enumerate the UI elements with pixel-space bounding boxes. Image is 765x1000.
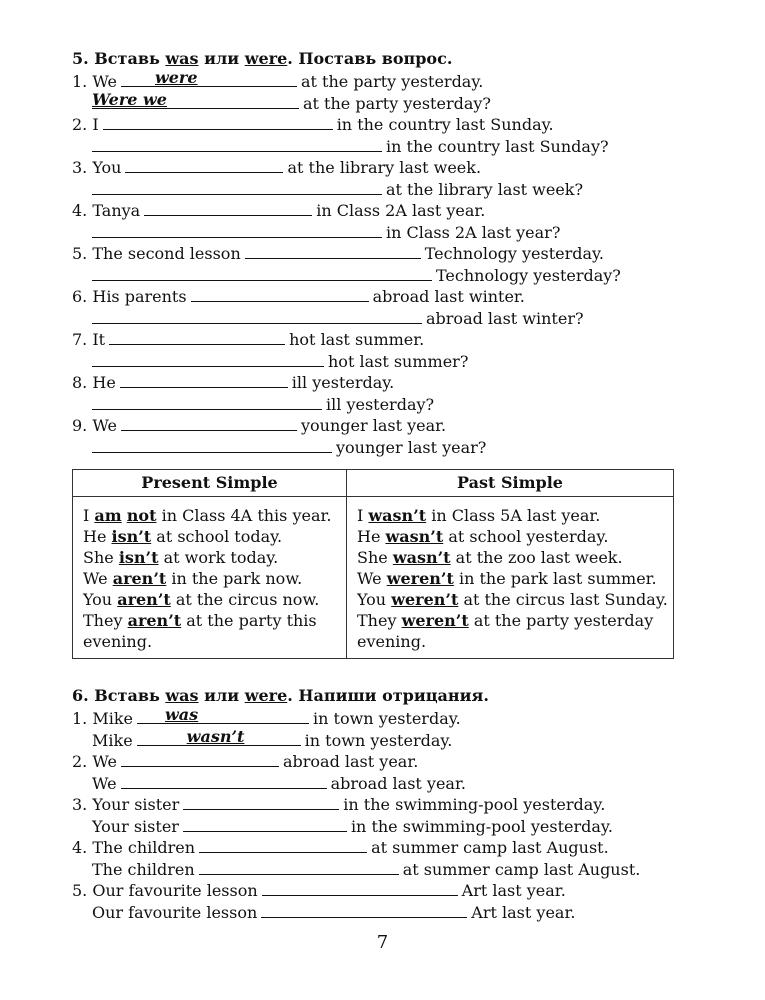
- answer-blank[interactable]: [92, 179, 382, 195]
- answer-blank[interactable]: [92, 222, 382, 238]
- answer-blank[interactable]: [121, 751, 279, 767]
- answer-blank[interactable]: [92, 308, 422, 324]
- exercise-6: [72, 685, 682, 923]
- table-row: She isn’t at work today.: [83, 548, 279, 567]
- answer-blank[interactable]: [125, 157, 283, 173]
- answer-blank[interactable]: [261, 902, 467, 918]
- answer-blank[interactable]: [92, 351, 324, 367]
- ex6-item-3-negative: Your sister in the swimming-pool yesterday.: [92, 816, 613, 836]
- answer-blank[interactable]: [121, 415, 297, 431]
- ex6-item-4-negative: The children at summer camp last August.: [92, 859, 641, 879]
- table-row: They aren’t at the party this: [83, 611, 317, 630]
- ex5-item-5-statement: 5. The second lesson Technology yesterday.: [72, 244, 605, 263]
- answer-blank[interactable]: was: [137, 708, 309, 724]
- exercise-5-heading: 5. Вставь was или were. Поставь вопрос.: [72, 49, 453, 68]
- answer-blank[interactable]: [245, 243, 421, 259]
- table-row: evening.: [83, 632, 153, 651]
- table-row: I wasn’t in Class 5A last year.: [357, 506, 601, 525]
- ex6-item-5-negative: Our favourite lesson Art last year.: [92, 902, 576, 922]
- table-row: She wasn’t at the zoo last week.: [357, 548, 623, 567]
- ex5-item-3-statement: 3. You at the library last week.: [72, 158, 482, 177]
- table-row: We weren’t in the park last summer.: [357, 569, 657, 588]
- answer-blank[interactable]: [183, 816, 347, 832]
- ex6-item-1-affirmative: 1. Mike was in town yesterday.: [72, 705, 461, 728]
- ex5-item-4-question: in Class 2A last year?: [72, 222, 682, 244]
- answer-blank[interactable]: [199, 859, 399, 875]
- present-simple-examples: [73, 497, 347, 658]
- ex6-item-2-affirmative: 2. We abroad last year.: [72, 752, 419, 771]
- ex5-item-6-question: abroad last winter?: [72, 308, 682, 330]
- ex5-item-1-question: Were we at the party yesterday?: [92, 89, 491, 113]
- answer-blank[interactable]: were: [121, 71, 297, 87]
- ex6-item-2-negative: We abroad last year.: [92, 773, 466, 793]
- table-header-past-simple: Past Simple: [347, 470, 673, 497]
- table-row: You aren’t at the circus now.: [83, 590, 320, 609]
- answer-blank[interactable]: [199, 837, 367, 853]
- ex5-item-7-statement: 7. It hot last summer.: [72, 330, 425, 349]
- answer-blank[interactable]: [92, 136, 382, 152]
- answer-blank[interactable]: Were we: [92, 93, 299, 109]
- ex5-item-6-statement: 6. His parents abroad last winter.: [72, 287, 525, 306]
- answer-blank[interactable]: [120, 372, 288, 388]
- table-row: evening.: [357, 632, 427, 651]
- ex5-item-9-statement: 9. We younger last year.: [72, 416, 447, 435]
- ex5-item-8-question: ill yesterday?: [72, 394, 682, 416]
- ex6-item-3-affirmative: 3. Your sister in the swimming-pool yesterday.: [72, 795, 606, 814]
- exercise-6-heading: 6. Вставь was или were. Напиши отрицания.: [72, 686, 489, 705]
- ex5-item-4-statement: 4. Tanya in Class 2A last year.: [72, 201, 486, 220]
- answer-blank[interactable]: wasn’t: [137, 730, 301, 746]
- ex5-item-3-question: at the library last week?: [72, 179, 682, 201]
- ex6-item-1-negative: Mike wasn’t in town yesterday.: [92, 726, 453, 750]
- answer-blank[interactable]: [92, 394, 322, 410]
- table-header-present-simple: Present Simple: [73, 470, 347, 497]
- table-row: I am not in Class 4A this year.: [83, 506, 332, 525]
- answer-blank[interactable]: [121, 773, 327, 789]
- ex5-item-5-question: Technology yesterday?: [72, 265, 682, 287]
- worksheet-page: [72, 48, 682, 923]
- ex5-item-7-question: hot last summer?: [72, 351, 682, 373]
- answer-blank[interactable]: [191, 286, 369, 302]
- answer-blank[interactable]: [262, 880, 458, 896]
- answer-blank[interactable]: [103, 114, 333, 130]
- answer-blank[interactable]: [144, 200, 312, 216]
- ex5-item-9-question: younger last year?: [72, 437, 682, 459]
- past-simple-examples: [347, 497, 673, 658]
- ex5-item-8-statement: 8. He ill yesterday.: [72, 373, 395, 392]
- ex5-item-2-statement: 2. I in the country last Sunday.: [72, 115, 554, 134]
- ex5-item-2-question: in the country last Sunday?: [72, 136, 682, 158]
- table-row: We aren’t in the park now.: [83, 569, 303, 588]
- ex6-item-5-affirmative: 5. Our favourite lesson Art last year.: [72, 881, 566, 900]
- table-row: He wasn’t at school yesterday.: [357, 527, 609, 546]
- answer-blank[interactable]: [109, 329, 285, 345]
- ex6-item-4-affirmative: 4. The children at summer camp last August.: [72, 838, 609, 857]
- page-number: 7: [376, 932, 389, 953]
- table-row: They weren’t at the party yesterday: [357, 611, 654, 630]
- answer-blank[interactable]: [92, 265, 432, 281]
- answer-blank[interactable]: [183, 794, 339, 810]
- table-row: He isn’t at school today.: [83, 527, 283, 546]
- grammar-table: [72, 469, 674, 659]
- table-row: You weren’t at the circus last Sunday.: [357, 590, 668, 609]
- ex5-item-1-statement: 1. We were at the party yesterday.: [72, 68, 484, 91]
- answer-blank[interactable]: [92, 437, 332, 453]
